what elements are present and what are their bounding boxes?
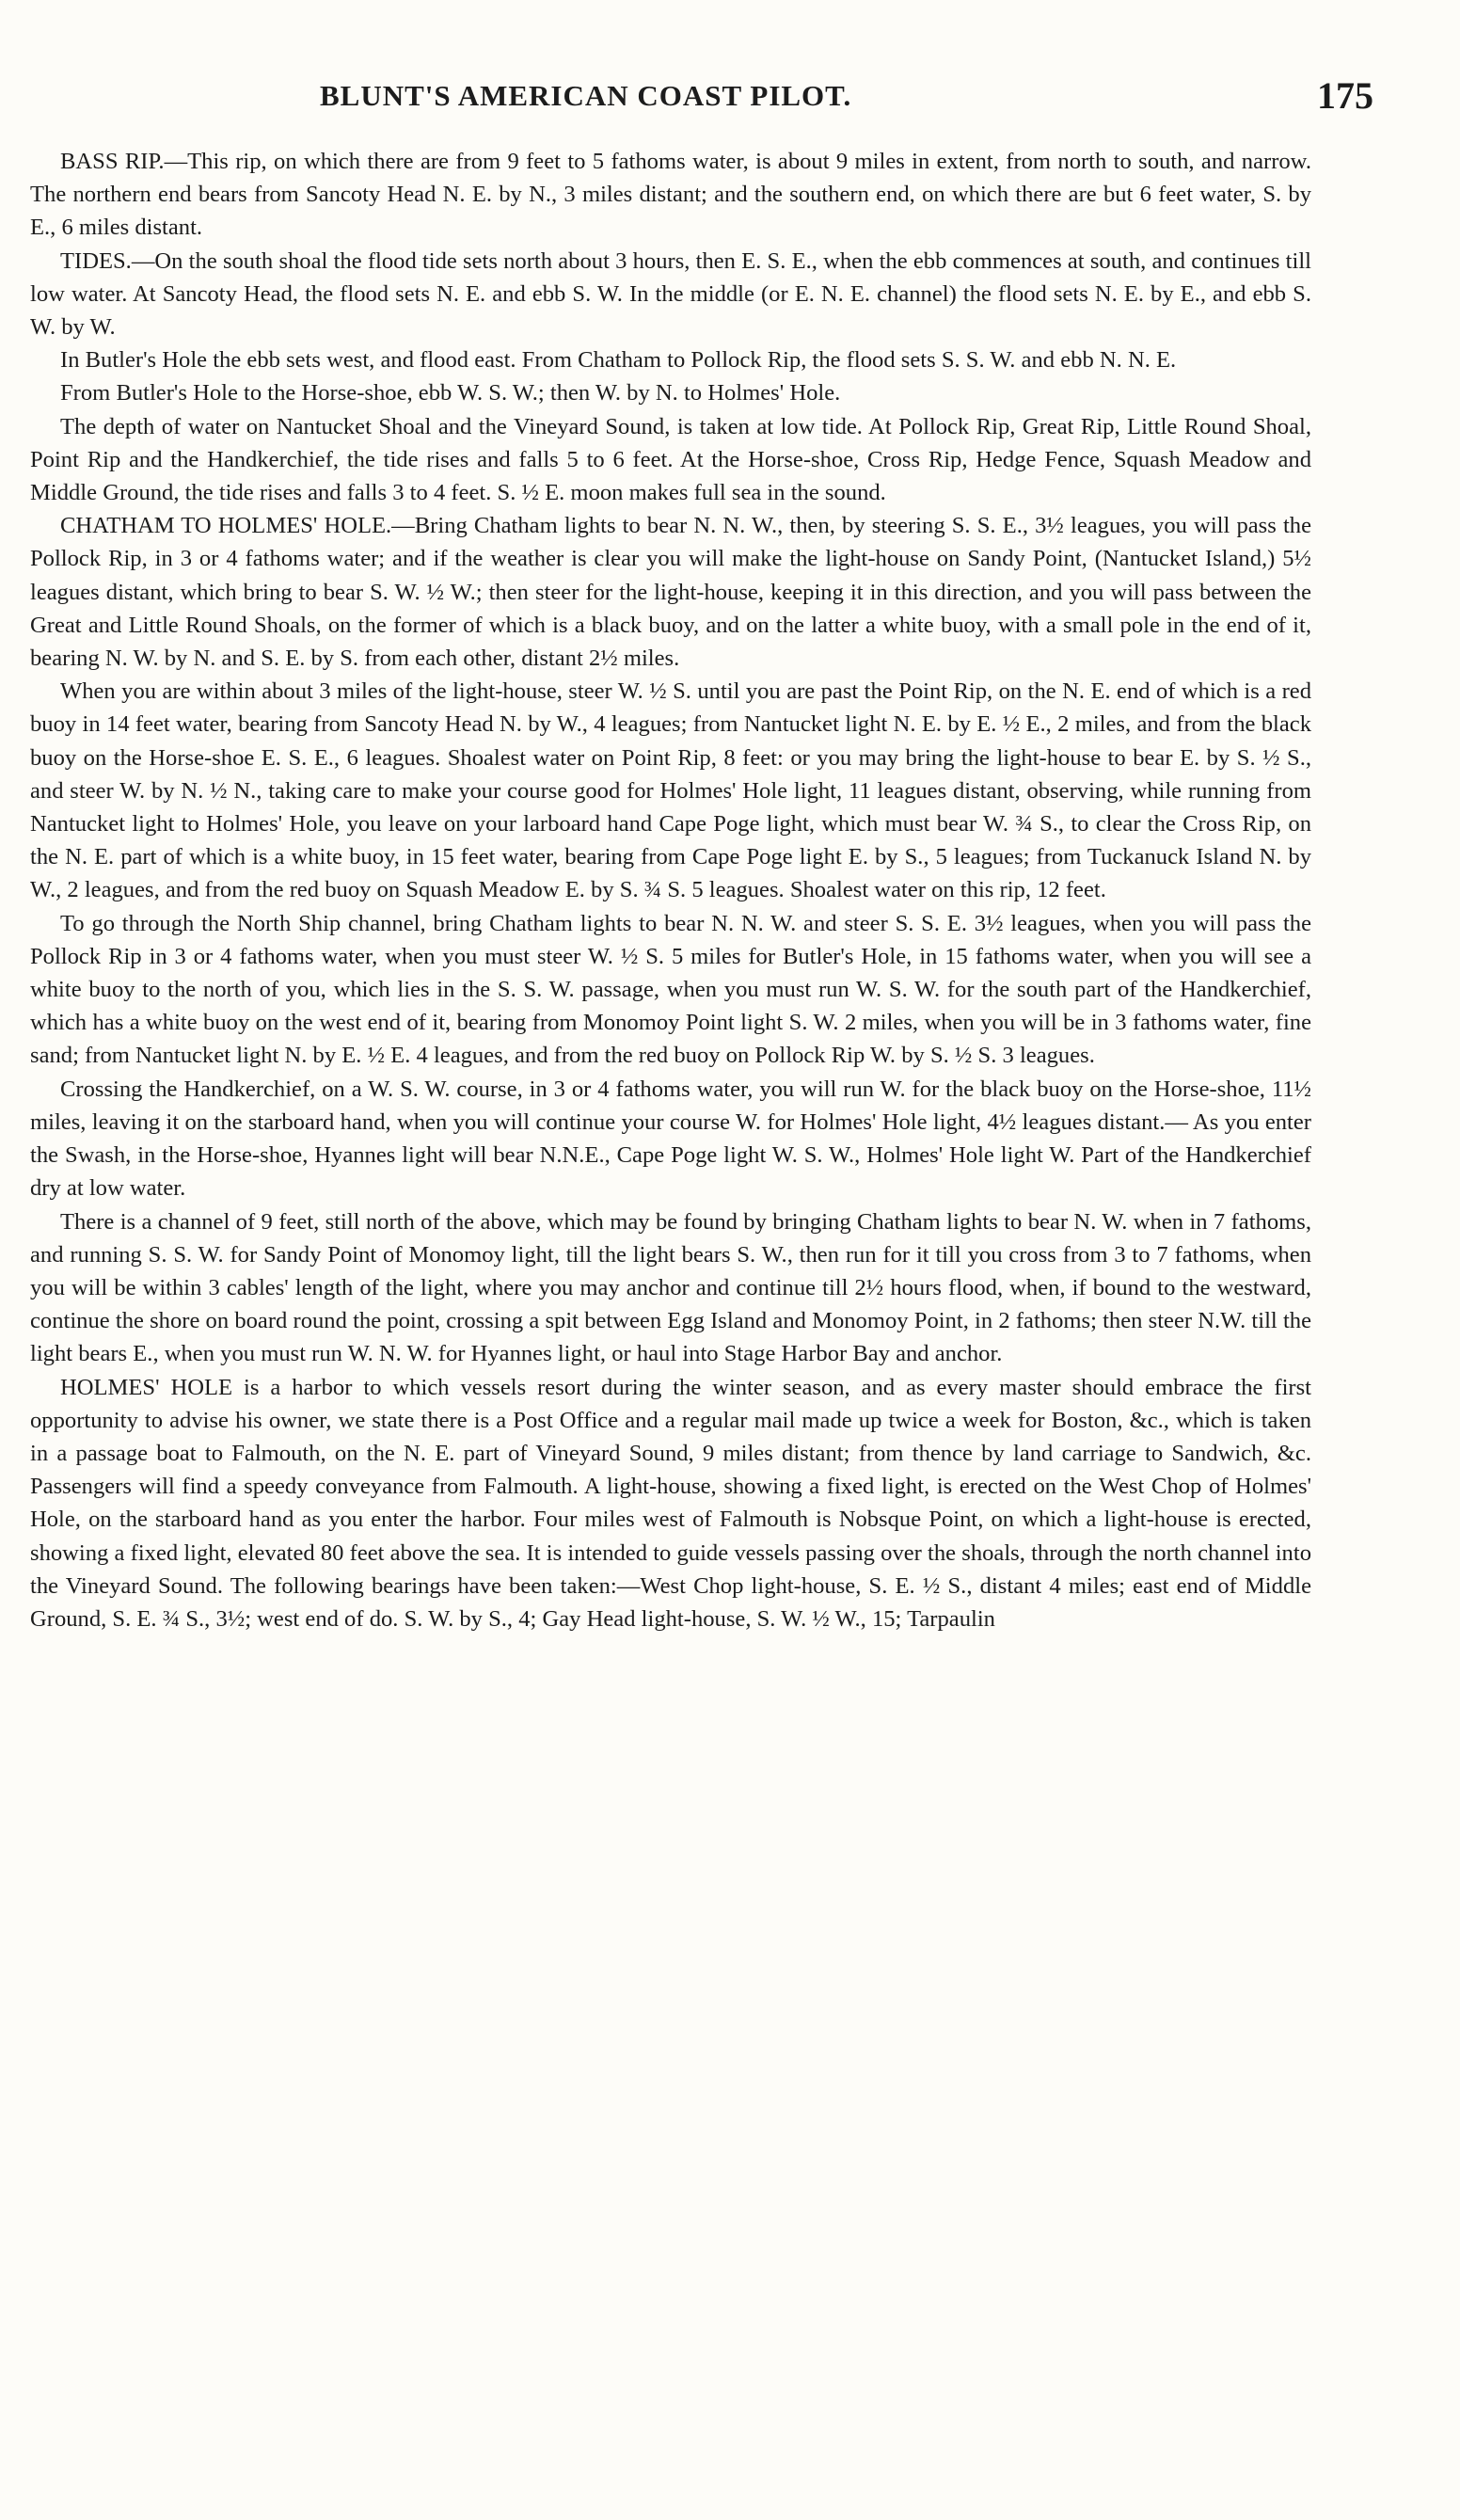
- paragraph-butlers-hole: In Butler's Hole the ebb sets west, and flood east. From Chatham to Pollock Rip, the flood sets S. S. W. and ebb N. N. E.: [60, 347, 1177, 374]
- paragraph-horse-shoe: From Butler's Hole to the Horse-shoe, ebb W. S. W.; then W. by N. to Holmes' Hole.: [60, 380, 841, 407]
- body-text: [30, 145, 1311, 1635]
- paragraph-chatham-to-holmes-hole: CHATHAM TO HOLMES' HOLE.—Bring Chatham lights to bear N. N. W., then, by steering S. S. E., 3½ leagues, you will pass the Pollock Rip, in 3 or 4 fathoms water; and if the weather is clear you will make the light-house on Sandy Point, (Nantucket Island,) 5½ leagues distant, which bring to bear S. W. ½ W.; then steer for the light-house, keeping it in this direction, and you will pass between the Great and Little Round Shoals, on the former of which is a black buoy, and on the latter a white buoy, with a small pole in the end of it, bearing N. W. by N. and S. E. by S. from each other, distant 2½ miles.: [30, 513, 1311, 672]
- paragraph-bass-rip: BASS RIP.—This rip, on which there are from 9 feet to 5 fathoms water, is about 9 miles in extent, from north to south, and narrow. The northern end bears from Sancoty Head N. E. by N., 3 miles distant; and the southern end, on which there are but 6 feet water, S. by E., 6 miles distant.: [30, 149, 1311, 241]
- page-number: 175: [1317, 74, 1373, 117]
- paragraph-tides: TIDES.—On the south shoal the flood tide sets north about 3 hours, then E. S. E., when the ebb commences at south, and continues till low water. At Sancoty Head, the flood sets N. E. and ebb S. W. In the middle (or E. N. E. channel) the flood sets N. E. by E., and ebb S. W. by W.: [30, 247, 1311, 341]
- paragraph-holmes-hole-harbor: HOLMES' HOLE is a harbor to which vessels resort during the winter season, and as every master should embrace the first opportunity to advise his owner, we state there is a Post Office and a regular mail made up twice a week for Boston, &c., which is taken in a passage boat to Falmouth, on the N. E. part of Vineyard Sound, 9 miles distant; from thence by land carriage to Sandwich, &c. Passengers will find a speedy conveyance from Falmouth. A light-house, showing a fixed light, is erected on the West Chop of Holmes' Hole, on the starboard hand as you enter the harbor. Four miles west of Falmouth is Nobsque Point, on which a light-house is erected, showing a fixed light, elevated 80 feet above the sea. It is intended to guide vessels passing over the shoals, through the north channel into the Vineyard Sound. The following bearings have been taken:—West Chop light-house, S. E. ½ S., distant 4 miles; east end of Middle Ground, S. E. ¾ S., 3½; west end of do. S. W. by S., 4; Gay Head light-house, S. W. ½ W., 15; Tarpaulin: [30, 1374, 1311, 1632]
- page-header: [320, 73, 1373, 120]
- paragraph-north-ship-channel: To go through the North Ship channel, bring Chatham lights to bear N. N. W. and steer S. S. E. 3½ leagues, when you will pass the Pollock Rip in 3 or 4 fathoms water, when you must steer W. ½ S. 5 miles for Butler's Hole, in 15 fathoms water, when you will see a white buoy to the north of you, which lies in the S. S. W. passage, when you must run W. S. W. for the south part of the Handkerchief, which has a white buoy on the west end of it, bearing from Monomoy Point light S. W. 2 miles, when you will be in 3 fathoms water, fine sand; from Nantucket light N. by E. ½ E. 4 leagues, and from the red buoy on Pollock Rip W. by S. ½ S. 3 leagues.: [30, 910, 1311, 1069]
- paragraph-handkerchief: Crossing the Handkerchief, on a W. S. W. course, in 3 or 4 fathoms water, you will run W. for the black buoy on the Horse-shoe, 11½ miles, leaving it on the starboard hand, when you will continue your course W. for Holmes' Hole light, 4½ leagues distant.— As you enter the Swash, in the Horse-shoe, Hyannes light will bear N.N.E., Cape Poge light W. S. W., Holmes' Hole light W. Part of the Handkerchief dry at low water.: [30, 1076, 1311, 1202]
- running-title: BLUNT'S AMERICAN COAST PILOT.: [320, 79, 852, 112]
- paragraph-nine-feet-channel: There is a channel of 9 feet, still north of the above, which may be found by bringing Chatham lights to bear N. W. when in 7 fathoms, and running S. S. W. for Sandy Point of Monomoy light, till the light bears S. W., then run for it till you cross from 3 to 7 fathoms, when you will be within 3 cables' length of the light, where you may anchor and continue till 2½ hours flood, when, if bound to the westward, continue the shore on board round the point, crossing a spit between Egg Island and Monomoy Point, in 2 fathoms; then steer N.W. till the light bears E., when you must run W. N. W. for Hyannes light, or haul into Stage Harbor Bay and anchor.: [30, 1208, 1311, 1367]
- paragraph-depth: The depth of water on Nantucket Shoal and the Vineyard Sound, is taken at low tide. At Pollock Rip, Great Rip, Little Round Shoal, Point Rip and the Handkerchief, the tide rises and falls 5 to 6 feet. At the Horse-shoe, Cross Rip, Hedge Fence, Squash Meadow and Middle Ground, the tide rises and falls 3 to 4 feet. S. ½ E. moon makes full sea in the sound.: [30, 413, 1311, 506]
- paragraph-point-rip: When you are within about 3 miles of the light-house, steer W. ½ S. until you are past the Point Rip, on the N. E. end of which is a red buoy in 14 feet water, bearing from Sancoty Head N. by W., 4 leagues; from Nantucket light N. E. by E. ½ E., 2 miles, and from the black buoy on the Horse-shoe E. S. E., 6 leagues. Shoalest water on Point Rip, 8 feet: or you may bring the light-house to bear E. by S. ½ S., and steer W. by N. ½ N., taking care to make your course good for Holmes' Hole light, 11 leagues distant, observing, while running from Nantucket light to Holmes' Hole, you leave on your larboard hand Cape Poge light, which must bear W. ¾ S., to clear the Cross Rip, on the N. E. part of which is a white buoy, in 15 feet water, bearing from Cape Poge light E. by S., 5 leagues; from Tuckanuck Island N. by W., 2 leagues, and from the red buoy on Squash Meadow E. by S. ¾ S. 5 leagues. Shoalest water on this rip, 12 feet.: [30, 678, 1311, 903]
